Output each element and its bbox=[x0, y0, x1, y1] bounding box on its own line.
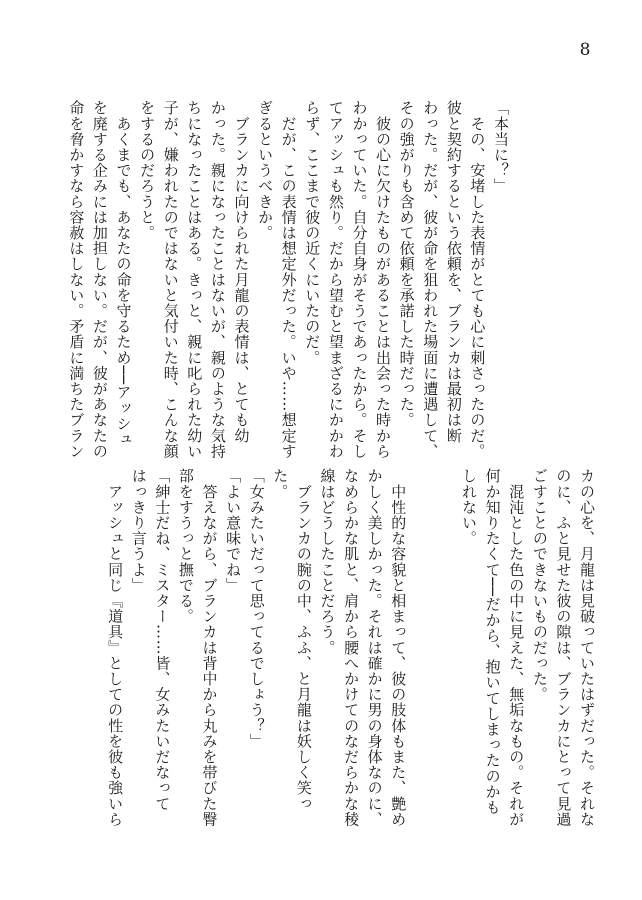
text-line: 子が、嫌われたのではないと気付いた時、こんな顔 bbox=[161, 100, 180, 459]
text-line: かしく美しかった。それは確かに男の身体なのに、 bbox=[365, 468, 384, 827]
text-block-top bbox=[64, 100, 512, 480]
text-line: あくまでも、あなたの命を守るため──アッシュ bbox=[114, 100, 133, 447]
text-line: 「本当に？」 bbox=[492, 100, 510, 194]
text-line bbox=[433, 468, 457, 888]
text-line: 何か知りたくて──だから、抱いてしまったのかも bbox=[483, 468, 502, 815]
text-line: 「よい意味でね」 bbox=[224, 468, 243, 593]
text-line: らず、ここまで彼の近くにいたのだ。 bbox=[303, 100, 322, 366]
text-line: なめらかな肌と、肩から腰へかけてのなだらかな稜 bbox=[342, 468, 361, 827]
text-line: だが、この表情は想定外だった。いや……想定す bbox=[279, 100, 298, 459]
text-line: 命を脅かすなら容赦はしない。矛盾に満ちたブラン bbox=[67, 100, 86, 459]
text-line: をするのだろうと。 bbox=[138, 100, 157, 241]
text-line: その、安堵した表情がとても心に刺さったのだ。 bbox=[468, 100, 487, 459]
text-line: 線はどうしたことだろう。 bbox=[318, 468, 337, 656]
text-line: はっきり言うよ」 bbox=[129, 468, 148, 593]
text-line: 「紳士だね、ミスター……皆、女みたいだなって bbox=[153, 468, 172, 812]
text-line: のに、ふと見せた彼の隙は、ブランカにとって見過 bbox=[554, 468, 573, 827]
page-number: 8 bbox=[579, 40, 591, 60]
text-line: 部をすうっと撫でる。 bbox=[176, 468, 195, 624]
text-line: しれない。 bbox=[460, 468, 479, 546]
text-line: た。 bbox=[271, 468, 290, 500]
text-line: ごすことのできないものだった。 bbox=[530, 468, 549, 702]
text-line: 彼と契約するという依頼を、ブランカは最初は断 bbox=[444, 100, 463, 444]
text-line: その強がりも含めて依頼を承諾した時だった。 bbox=[397, 100, 416, 428]
text-block-bottom bbox=[103, 468, 598, 888]
text-line: を廃する企みには加担しない。だが、彼があなたの bbox=[90, 100, 109, 459]
text-line: 中性的な容貌と相まって、彼の肢体もまた、艶め bbox=[389, 468, 408, 827]
text-line: ブランカに向けられた月龍の表情は、とても幼 bbox=[232, 100, 251, 444]
text-line: ブランカの腕の中、ふふ、と月龍は妖しく笑っ bbox=[294, 468, 313, 812]
text-line: 「女みたいだって思ってるでしょう？」 bbox=[247, 468, 266, 749]
text-line: ぎるというべきか。 bbox=[256, 100, 275, 241]
text-line: てアッシュも然り。だから望むと望まざるにかかわ bbox=[326, 100, 345, 459]
text-line: かった。親になったことはないが、親のような気持 bbox=[208, 100, 227, 459]
text-line: 彼の心に欠けたものがあることは出会った時から bbox=[374, 100, 393, 459]
text-line bbox=[409, 468, 433, 888]
text-line: 答えながら、ブランカは背中から丸みを帯びた臀 bbox=[200, 468, 219, 827]
text-line: ちになったことはある。きっと、親に叱られた幼い bbox=[185, 100, 204, 459]
text-line: カの心を、月龍は見破っていたはずだった。それな bbox=[578, 468, 596, 827]
text-line: わかっていた。自分自身がそうであったから。そし bbox=[350, 100, 369, 459]
text-line: わった。だが、彼が命を狙われた場面に遭遇して、 bbox=[421, 100, 440, 459]
text-line: 混沌とした色の中に見えた、無垢なもの。それが bbox=[507, 468, 526, 827]
text-line: アッシュと同じ『道具』としての性を彼も強いら bbox=[106, 468, 125, 827]
